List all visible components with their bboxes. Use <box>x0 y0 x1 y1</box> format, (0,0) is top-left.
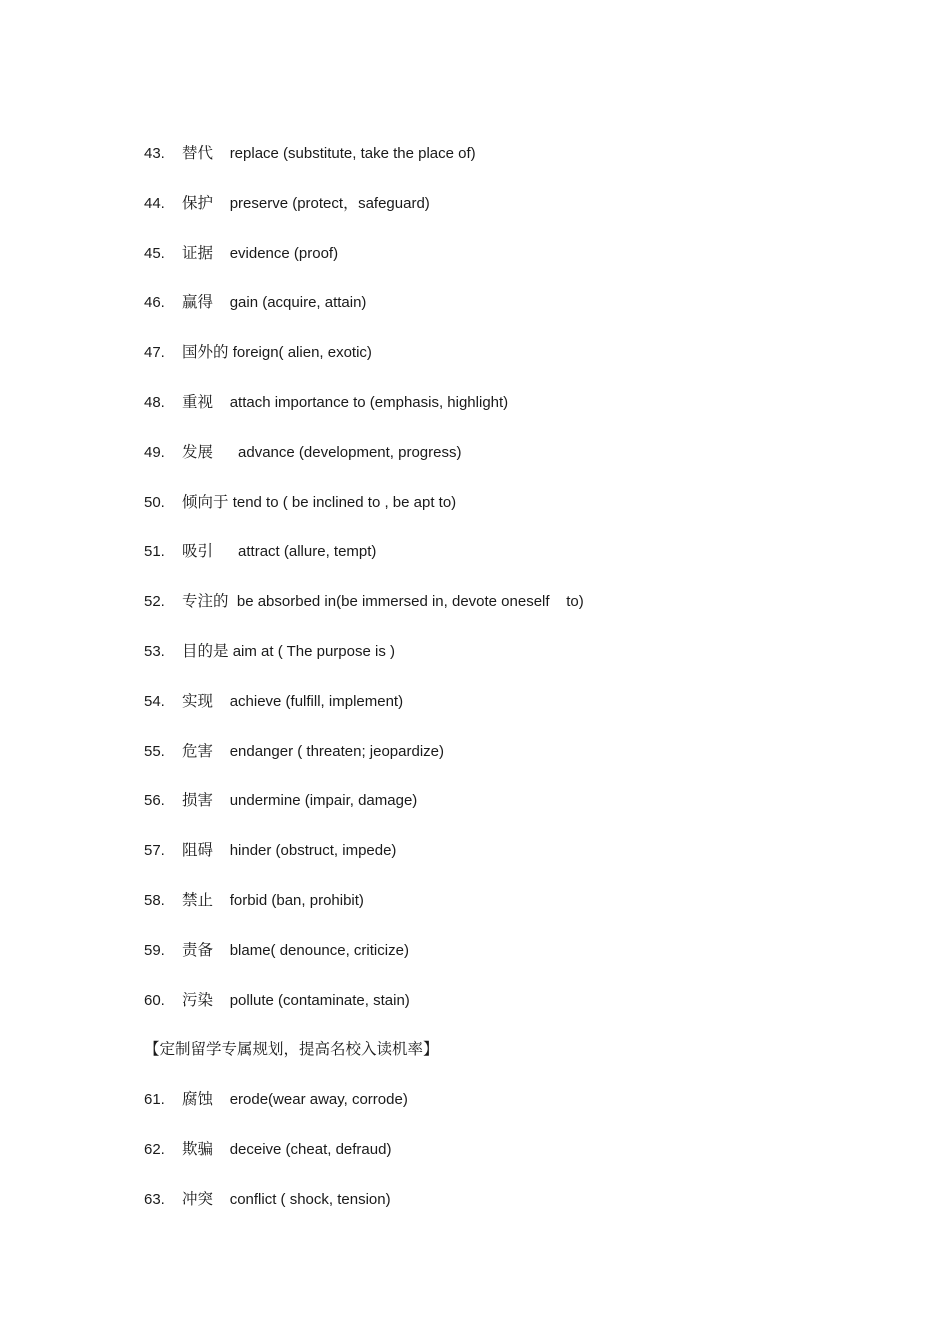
english-term: attract (allure, tempt) <box>238 543 377 561</box>
list-item <box>144 191 904 241</box>
list-item <box>144 440 904 490</box>
english-term: replace (substitute, take the place of) <box>229 145 476 162</box>
list-item <box>144 788 904 838</box>
list-item <box>144 390 904 440</box>
item-number: 54. <box>144 692 165 710</box>
chinese-term: 禁止 <box>182 890 214 909</box>
chinese-term: 倾向于 <box>182 492 229 511</box>
list-item <box>144 938 904 988</box>
english-term: undermine (impair, damage) <box>229 792 418 810</box>
english-term: forbid (ban, prohibit) <box>229 891 364 909</box>
chinese-term: 危害 <box>182 741 214 760</box>
english-term: advance (development, progress) <box>238 443 462 461</box>
english-term: preserve (protect，safeguard) <box>229 194 430 212</box>
english-term: evidence (proof) <box>229 244 339 262</box>
chinese-term: 吸引 <box>182 542 214 561</box>
english-term: attach importance to (emphasis, highlight) <box>229 393 509 411</box>
chinese-term: 国外的 <box>182 343 229 362</box>
list-item <box>144 888 904 938</box>
list-item <box>144 589 904 639</box>
promo-banner: 【定制留学专属规划，提高名校入读机率】 <box>144 1040 439 1059</box>
list-item <box>144 739 904 789</box>
english-term: tend to ( be inclined to , be apt to) <box>232 493 457 511</box>
list-item <box>144 689 904 739</box>
item-number: 62. <box>144 1140 165 1158</box>
english-term: hinder (obstruct, impede) <box>229 842 397 860</box>
item-number: 49. <box>144 443 165 461</box>
item-number: 57. <box>144 842 165 860</box>
english-term: blame( denounce, criticize) <box>229 941 409 959</box>
item-number: 52. <box>144 593 165 611</box>
list-item <box>144 490 904 540</box>
item-number: 50. <box>144 493 165 511</box>
list-item <box>144 838 904 888</box>
list-item <box>144 1137 904 1187</box>
vocabulary-list <box>144 141 904 1237</box>
list-item <box>144 1187 904 1237</box>
item-number: 44. <box>144 194 165 212</box>
item-number: 53. <box>144 642 165 660</box>
english-term: foreign( alien, exotic) <box>232 344 372 362</box>
english-term: deceive (cheat, defraud) <box>229 1140 392 1158</box>
chinese-term: 证据 <box>182 243 214 262</box>
list-item <box>144 241 904 291</box>
english-term: achieve (fulfill, implement) <box>229 692 404 710</box>
chinese-term: 赢得 <box>182 293 214 312</box>
chinese-term: 专注的 <box>182 592 229 611</box>
item-number: 45. <box>144 244 165 262</box>
item-number: 47. <box>144 344 165 362</box>
item-number: 43. <box>144 145 165 162</box>
item-number: 51. <box>144 543 165 561</box>
item-number: 48. <box>144 393 165 411</box>
chinese-term: 实现 <box>182 691 214 710</box>
list-item <box>144 539 904 589</box>
english-term: be absorbed in(be immersed in, devote oneself to) <box>236 593 584 611</box>
item-number: 55. <box>144 742 165 760</box>
list-item <box>144 1087 904 1137</box>
item-number: 46. <box>144 294 165 312</box>
chinese-term: 目的是 <box>182 641 229 660</box>
chinese-term: 欺骗 <box>182 1139 214 1158</box>
chinese-term: 替代 <box>182 144 214 162</box>
list-item <box>144 290 904 340</box>
chinese-term: 污染 <box>182 990 214 1009</box>
english-term: aim at ( The purpose is ) <box>232 642 395 660</box>
english-term: erode(wear away, corrode) <box>229 1091 408 1109</box>
chinese-term: 损害 <box>182 791 214 810</box>
item-number: 59. <box>144 941 165 959</box>
item-number: 56. <box>144 792 165 810</box>
chinese-term: 保护 <box>182 193 214 212</box>
list-item <box>144 639 904 689</box>
chinese-term: 责备 <box>182 940 214 959</box>
list-item <box>144 340 904 390</box>
item-number: 58. <box>144 891 165 909</box>
english-term: pollute (contaminate, stain) <box>229 991 410 1009</box>
chinese-term: 腐蚀 <box>182 1090 214 1109</box>
item-number: 63. <box>144 1190 165 1208</box>
english-term: gain (acquire, attain) <box>229 294 367 312</box>
english-term: endanger ( threaten; jeopardize) <box>229 742 444 760</box>
list-item <box>144 988 904 1038</box>
list-item <box>144 141 904 191</box>
chinese-term: 阻碍 <box>182 841 214 860</box>
chinese-term: 重视 <box>182 392 214 411</box>
chinese-term: 冲突 <box>182 1189 214 1208</box>
item-number: 61. <box>144 1091 165 1109</box>
english-term: conflict ( shock, tension) <box>229 1190 391 1208</box>
item-number: 60. <box>144 991 165 1009</box>
chinese-term: 发展 <box>182 442 214 461</box>
